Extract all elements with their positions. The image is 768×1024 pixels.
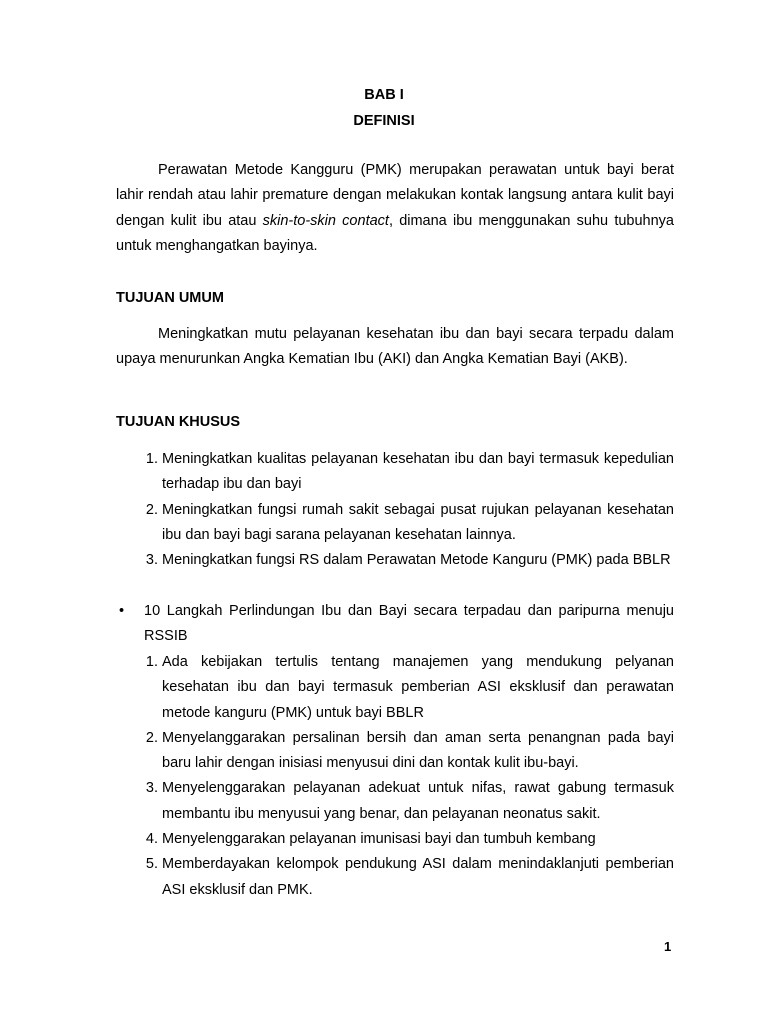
chapter-label: BAB I xyxy=(364,87,404,103)
tujuan-khusus-list xyxy=(145,447,674,573)
list-item xyxy=(145,498,674,549)
langkah-list xyxy=(145,650,674,903)
list-item-text: Menyelanggarakan persalinan bersih dan aman serta penangnan pada bayi baru lahir dengan inisiasi menyusui dini dan kontak kulit ibu-bayi. xyxy=(162,729,674,772)
list-item xyxy=(145,852,674,903)
list-item-text: Meningkatkan fungsi rumah sakit sebagai pusat rujukan pelayanan kesehatan ibu dan bayi bagi sarana pelayanan kesehatan lainnya. xyxy=(162,501,674,543)
bullet-icon: • xyxy=(119,603,125,619)
list-number: 1. xyxy=(145,451,158,467)
list-item xyxy=(119,599,674,650)
intro-text-1: Perawatan Metode Kangguru (PMK) merupakan perawatan untuk bayi berat lahir rendah atau lahir premature dengan melakukan kontak langsung antara kulit bayi dengan kulit ibu atau xyxy=(116,162,674,229)
intro-text-2: , dimana ibu menggunakan suhu tubuhnya untuk menghangatkan bayinya. xyxy=(116,212,674,254)
list-item-text: Ada kebijakan tertulis tentang manajemen yang mendukung pelyanan kesehatan ibu dan bayi termasuk pemberian ASI eksklusif dan perawatan metode kanguru (PMK) untuk bayi BBLR xyxy=(162,654,674,721)
tujuan-umum-heading: TUJUAN UMUM xyxy=(116,290,224,306)
list-number: 4. xyxy=(145,831,158,848)
intro-paragraph xyxy=(116,158,674,259)
list-item-text: Menyelenggarakan pelayanan adekuat untuk nifas, rawat gabung termasuk membantu ibu menyusui yang benar, dan pelayanan neonatus sakit. xyxy=(162,780,674,822)
list-item-text: Meningkatkan kualitas pelayanan kesehatan ibu dan bayi termasuk kepedulian terhadap ibu dan bayi xyxy=(162,451,674,493)
intro-italic-term: skin-to-skin contact xyxy=(262,212,389,229)
list-number: 2. xyxy=(145,729,158,746)
list-number: 2. xyxy=(145,501,158,518)
list-item-text: 10 Langkah Perlindungan Ibu dan Bayi secara terpadau dan paripurna menuju RSSIB xyxy=(144,603,674,645)
chapter-title: DEFINISI xyxy=(353,113,415,129)
tujuan-khusus-heading: TUJUAN KHUSUS xyxy=(116,414,241,430)
page-number: 1 xyxy=(664,939,672,954)
list-item-text: Meningkatkan fungsi RS dalam Perawatan Metode Kanguru (PMK) pada BBLR xyxy=(162,552,671,569)
tujuan-umum-paragraph: Meningkatkan mutu pelayanan kesehatan ibu dan bayi secara terpadu dalam upaya menurunkan Angka Kematian Ibu (AKI) dan Angka Kematian Bayi (AKB). xyxy=(116,326,674,368)
list-number: 3. xyxy=(145,552,158,569)
list-item xyxy=(145,726,674,777)
langkah-bullet-list xyxy=(119,599,674,650)
list-number: 5. xyxy=(145,856,158,873)
list-item xyxy=(145,548,674,573)
list-number: 3. xyxy=(145,780,158,797)
list-number: 1. xyxy=(145,654,158,670)
list-item-text: Memberdayakan kelompok pendukung ASI dalam menindaklanjuti pemberian ASI eksklusif dan PMK. xyxy=(162,856,674,898)
list-item xyxy=(145,447,674,498)
list-item xyxy=(145,827,674,852)
list-item xyxy=(145,650,674,726)
list-item xyxy=(145,776,674,827)
list-item-text: Menyelenggarakan pelayanan imunisasi bayi dan tumbuh kembang xyxy=(162,831,596,848)
